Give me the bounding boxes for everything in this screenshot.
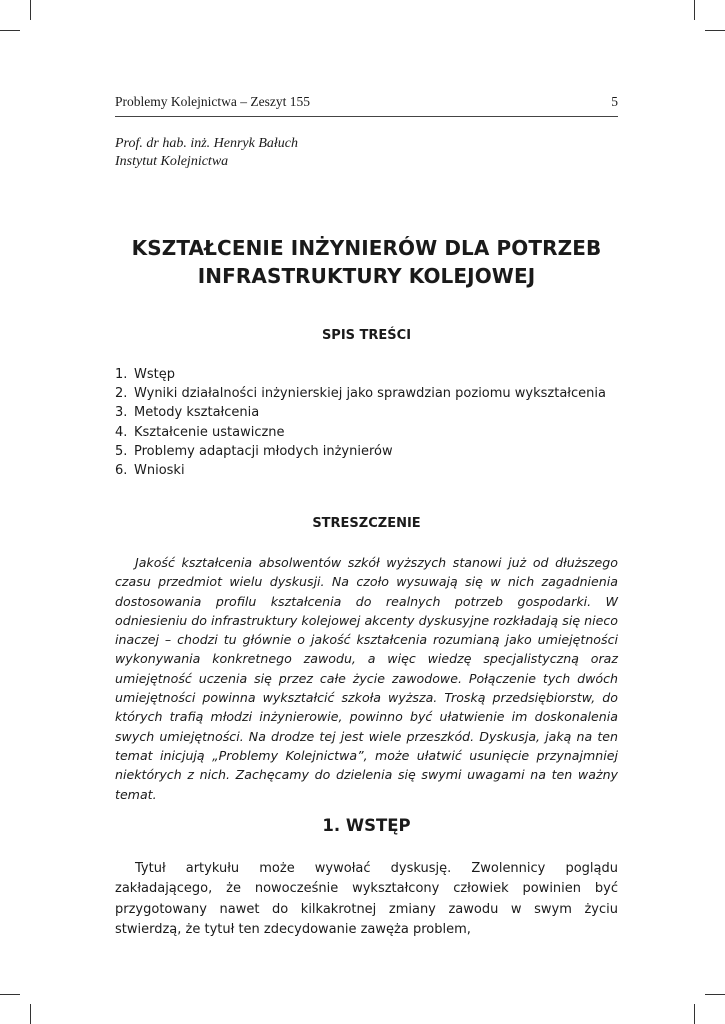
toc-item-number: 4. (115, 424, 128, 440)
table-of-contents (115, 365, 606, 480)
toc-item (115, 403, 606, 422)
article-title-line: KSZTAŁCENIE INŻYNIERÓW DLA POTRZEB (131, 236, 602, 260)
toc-item-label: Wnioski (134, 463, 185, 479)
crop-mark (694, 0, 695, 20)
toc-item-number: 6. (115, 463, 128, 479)
article-title-line: INFRASTRUKTURY KOLEJOWEJ (197, 264, 536, 288)
author-affiliation: Instytut Kolejnictwa (115, 154, 229, 169)
toc-item-label: Kształcenie ustawiczne (134, 424, 285, 440)
toc-item-label: Wyniki działalności inżynierskiej jako sprawdzian poziomu wykształcenia (134, 386, 606, 402)
toc-item-number: 5. (115, 443, 128, 459)
toc-item-label: Wstęp (134, 367, 175, 382)
running-header: Problemy Kolejnictwa – Zeszyt 155 (115, 94, 310, 109)
toc-item (115, 442, 606, 461)
toc-item (115, 365, 606, 384)
toc-item (115, 384, 606, 403)
toc-item-label: Metody kształcenia (134, 405, 260, 421)
page-number: 5 (611, 94, 618, 109)
crop-mark (694, 1004, 695, 1024)
toc-heading: SPIS TREŚCI (321, 328, 412, 343)
body-paragraph: Tytuł artykułu może wywołać dyskusję. Zwolennicy poglądu zakładającego, że nowocześnie wykształcony człowiek powinien być przygotowany nawet do kilkakrotnej zmiany zawodu w swym życiu stwierdzą, że tytuł ten zdecydowanie zawęża problem, (115, 861, 618, 937)
section-heading: 1. WSTĘP (322, 816, 411, 835)
crop-mark (705, 994, 725, 995)
toc-item (115, 461, 606, 480)
abstract-text: Jakość kształcenia absolwentów szkół wyższych stanowi już od dłuższego czasu przedmiot wielu dyskusji. Na czoło wysuwają się w nich zagadnienia dostosowania profilu kształcenia do realnych potrzeb gospodarki. W odniesieniu do infrastruktury kolejowej akcenty dyskusyjne rozkładają się nieco inaczej – chodzi tu głównie o jakość kształcenia rozumianą jako umiejętności wykonywania konkretnego zawodu, a więc wiedzę specjalistyczną oraz umiejętność uczenia się przez całe życie zawodowe. Połączenie tych dwóch umiejętności powinna wykształcić szkoła wyższa. Troską przedsiębiorstw, do których trafią młodzi inżynierowie, powinno być ułatwienie im doskonalenia swych umiejętności. Na drodze tej jest wiele przeszkód. Dyskusja, jaką na ten temat inicjują „Problemy Kolejnictwa”, może ułatwić usunięcie przynajmniej niektórych z nich. Zachęcamy do dzielenia się swymi uwagami na ten ważny temat. (115, 555, 618, 802)
article-title (115, 234, 618, 290)
abstract-heading: STRESZCZENIE (312, 516, 421, 531)
toc-item-number: 2. (115, 386, 128, 402)
author-name: Prof. dr hab. inż. Henryk Bałuch (115, 136, 299, 151)
crop-mark (30, 0, 31, 20)
header-divider (115, 116, 618, 117)
toc-item-number: 1. (115, 367, 128, 382)
crop-mark (30, 1004, 31, 1024)
crop-mark (705, 30, 725, 31)
toc-item-number: 3. (115, 405, 128, 421)
crop-mark (0, 30, 20, 31)
toc-item-label: Problemy adaptacji młodych inżynierów (134, 443, 393, 459)
toc-item (115, 423, 606, 442)
crop-mark (0, 994, 20, 995)
